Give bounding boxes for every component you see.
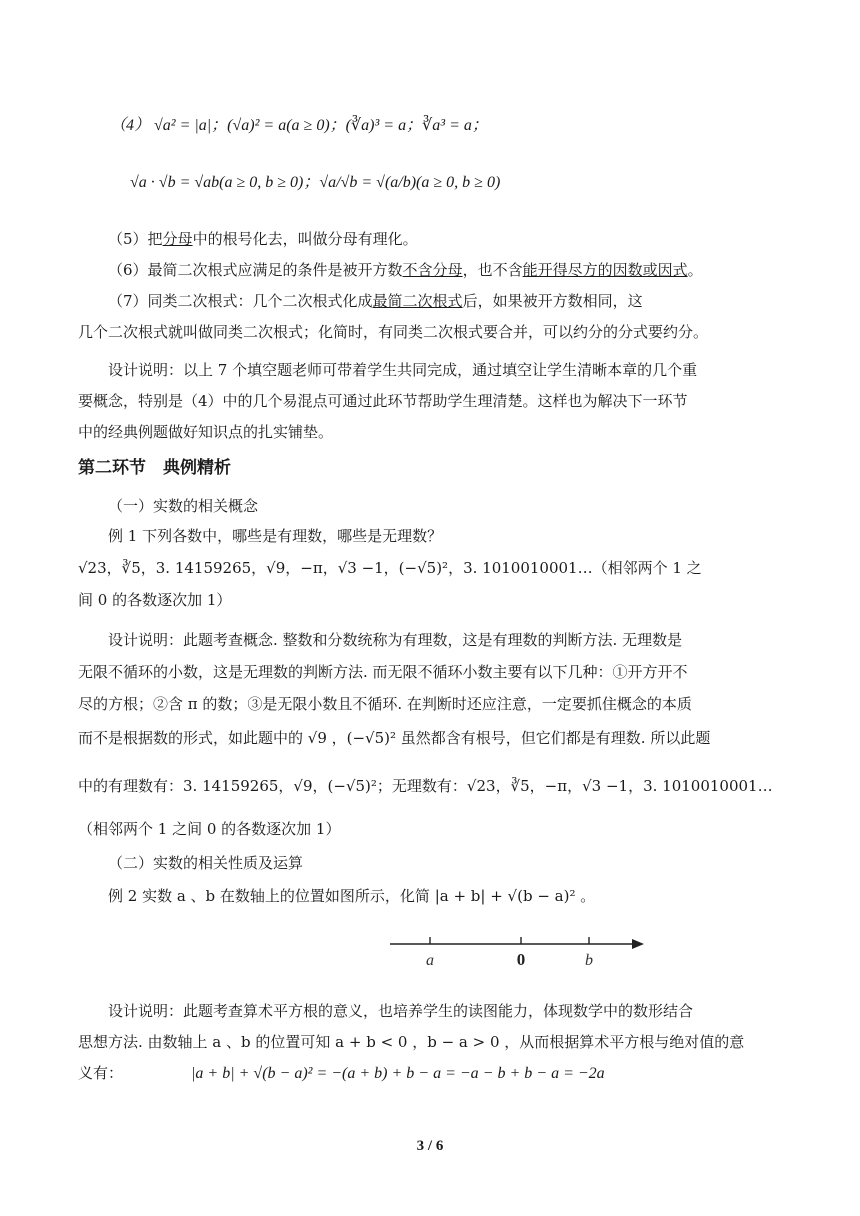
number-line-arrow-icon bbox=[632, 939, 644, 949]
item6-text: （6）最简二次根式应满足的条件是被开方数 bbox=[108, 261, 403, 279]
item7-text-end: 后，如果被开方数相同，这 bbox=[462, 292, 643, 310]
design-note-1-line-1: 设计说明：以上 7 个填空题老师可带着学生共同完成，通过填空让学生清晰本章的几个重 bbox=[108, 361, 698, 379]
item6-line bbox=[108, 257, 820, 283]
section-title: 第二环节 典例精析 bbox=[78, 458, 231, 478]
item5-blank: 分母 bbox=[162, 230, 193, 248]
item5-text: （5）把 bbox=[108, 230, 163, 248]
item7-blank: 最简二次根式 bbox=[372, 292, 463, 310]
item4-formula-row1: （4） √a² = |a|；(√a)² = a(a ≥ 0)；(∛a)³ = a；∛a³ = a； bbox=[110, 117, 488, 134]
item7-text: （7）同类二次根式：几个二次根式化成 bbox=[108, 292, 373, 310]
label-a: a bbox=[426, 952, 434, 969]
label-0: 0 bbox=[516, 950, 526, 969]
label-b: b bbox=[585, 952, 593, 969]
item7-line bbox=[108, 288, 820, 314]
example-1-question: 例 1 下列各数中，哪些是有理数，哪些是无理数？ bbox=[108, 527, 443, 545]
design-note-2-line-5: 中的有理数有：3. 14159265，√9，(−√5)²；无理数有：√23，∛5，−π，√3 −1，3. 1010010001… bbox=[78, 777, 773, 795]
example-1-numbers-cont: 间 0 的各数逐次加 1） bbox=[78, 591, 232, 609]
design-note-2-line-6: （相邻两个 1 之间 0 的各数逐次加 1） bbox=[78, 820, 341, 838]
item6-text-end: 。 bbox=[687, 261, 703, 279]
subsection-2-title: （二）实数的相关性质及运算 bbox=[108, 854, 304, 872]
design-note-1-line-3: 中的经典例题做好知识点的扎实铺垫。 bbox=[78, 423, 334, 441]
item6-blank-1: 不含分母 bbox=[402, 261, 463, 279]
example-1-numbers: √23，∛5，3. 14159265，√9，−π，√3 −1，(−√5)²，3. 1010010001…（相邻两个 1 之 bbox=[78, 559, 702, 577]
item7-line-2: 几个二次根式就叫做同类二次根式；化简时，有同类二次根式要合并，可以约分的分式要约分。 bbox=[78, 323, 709, 341]
item5-line bbox=[108, 226, 820, 252]
design-note-2-line-2: 无限不循环的小数，这是无理数的判断方法. 而无限不循环小数主要有以下几种：①开方开不 bbox=[78, 663, 688, 681]
design-note-2-line-1: 设计说明：此题考查概念. 整数和分数统称为有理数，这是有理数的判断方法. 无理数是 bbox=[108, 631, 683, 649]
subsection-1-title: （一）实数的相关概念 bbox=[108, 497, 259, 515]
item6-blank-2: 能开得尽方的因数或因式 bbox=[522, 261, 688, 279]
page-number: 3 / 6 bbox=[416, 1138, 444, 1154]
number-line-figure bbox=[388, 928, 648, 972]
item6-text-mid: ，也不含 bbox=[462, 261, 523, 279]
example-2-question: 例 2 实数 a 、b 在数轴上的位置如图所示，化简 |a + b| + √(b − a)² 。 bbox=[108, 887, 596, 905]
item5-text-end: 中的根号化去，叫做分母有理化。 bbox=[192, 230, 418, 248]
simplification-formula: |a + b| + √(b − a)² = −(a + b) + b − a = −a − b + b − a = −2a bbox=[191, 1065, 605, 1082]
design-note-2-line-4: 而不是根据数的形式，如此题中的 √9 ，(−√5)² 虽然都含有根号，但它们都是有理数. 所以此题 bbox=[78, 729, 711, 747]
item4-formula-row2: √a · √b = √ab(a ≥ 0, b ≥ 0)；√a/√b = √(a/b)(a ≥ 0, b ≥ 0) bbox=[130, 174, 501, 191]
design-note-1-line-2: 要概念，特别是（4）中的几个易混点可通过此环节帮助学生理清楚。这样也为解决下一环节 bbox=[78, 392, 688, 410]
design-note-3-lead: 义有： bbox=[78, 1064, 124, 1082]
design-note-2-line-3: 尽的方根；②含 π 的数；③是无限小数且不循环. 在判断时还应注意，一定要抓住概念的本质 bbox=[78, 695, 692, 713]
design-note-3-line-3 bbox=[78, 1060, 790, 1087]
design-note-3-line-1: 设计说明：此题考查算术平方根的意义，也培养学生的读图能力，体现数学中的数形结合 bbox=[108, 1002, 694, 1020]
design-note-3-line-2: 思想方法. 由数轴上 a 、b 的位置可知 a + b < 0 ，b − a > 0 ，从而根据算术平方根与绝对值的意 bbox=[78, 1033, 745, 1051]
